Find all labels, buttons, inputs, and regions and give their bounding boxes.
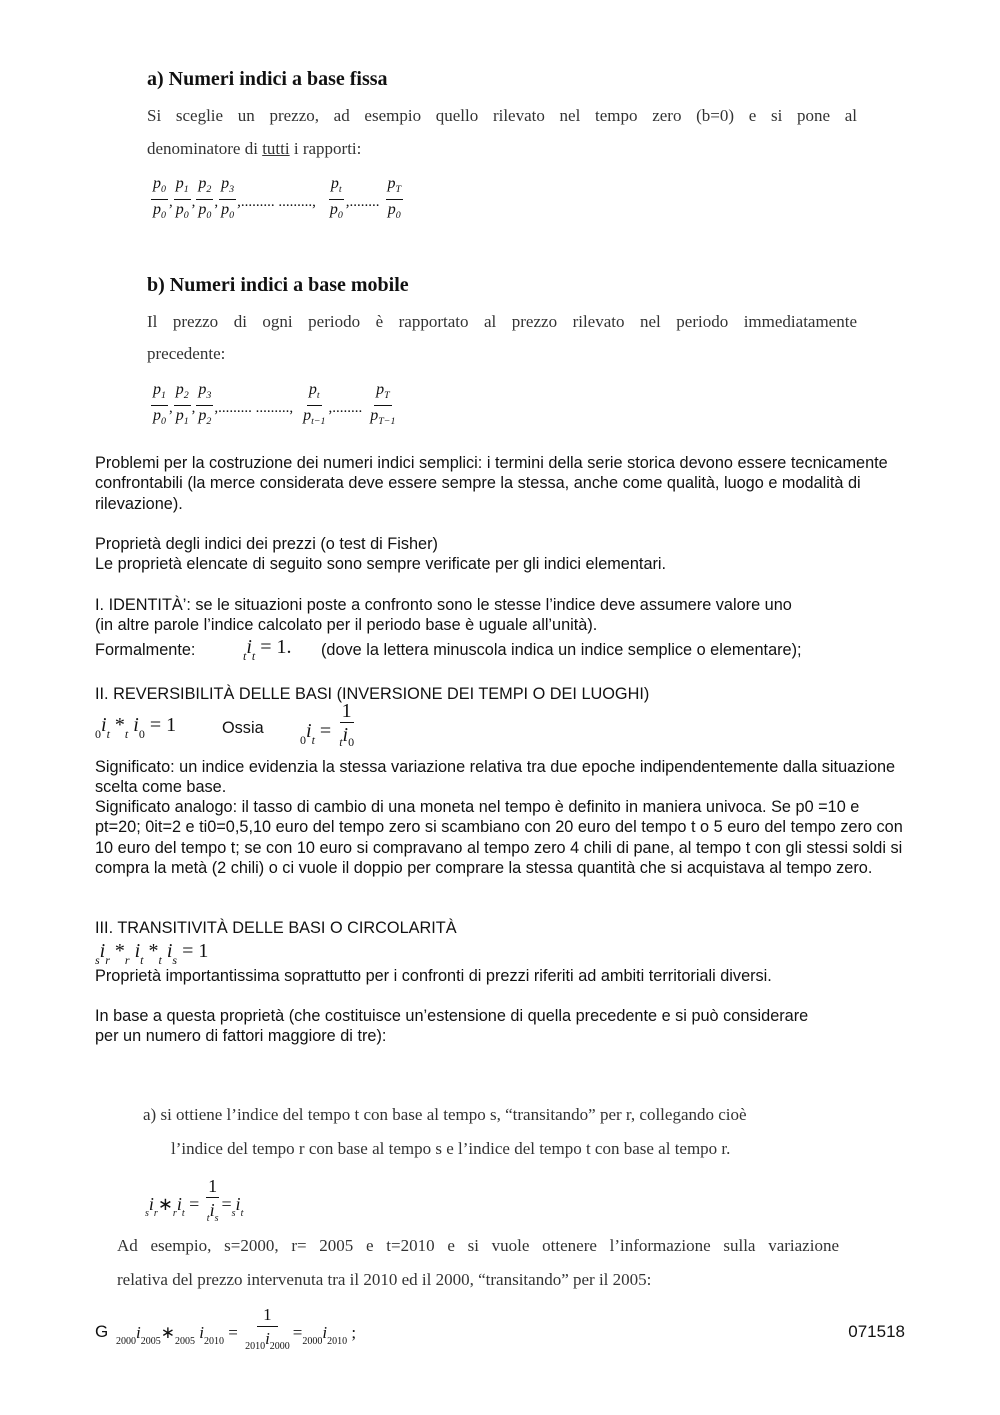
transit-formula: $_si_r∗_ri_t$ = 1 $_ti_s$ $=_si_t$ [145, 1176, 244, 1224]
paragraph-importance: Proprietà importantissima soprattutto per i confronti di prezzi riferiti ad ambiti territoriali diversi. [95, 967, 772, 985]
transitivity-formula: $_si_r$ $*_r$ $i_t$ $*_t$ $i_s = 1$ [95, 940, 209, 967]
section-c-item-a-line-1: a) si ottiene l’indice del tempo t con base al tempo s, “transitando” per r, collegando cioè [143, 1105, 747, 1124]
paragraph-meaning-analog: Significato analogo: il tasso di cambio di una moneta nel tempo è definito in maniera univoca. Se p0 =10 e pt=20; 0it=2 e ti0=0,5,10 euro del tempo zero si scambiano con 20 euro del tempo t o 5 euro del tempo zero con 10 euro del tempo t; se con 10 euro si compravano al tempo zero 4 chili di pane, al tempo t con gli stessi soldi si compra la metà (2 chili) o ci vuole il doppio per comprare la stessa quantità che si acquistava al tempo zero. [95, 798, 903, 877]
reversibility-formula-alt: $_0i_t$ = $\frac{1}{_ti_0}$ [300, 700, 355, 749]
identity-formula: $_ti_t = 1$. [243, 636, 292, 663]
formalmente-label: Formalmente: [95, 641, 196, 659]
fixed-base-formula: $p_0$ $p_0$ , $p_1$ $p_0$ , $p_2$ $p_0$ , $p_3$ $p_0$ ,......... ........., $p_t$ $p_0$ ,........ $p_T$ $p_0$ [153, 175, 402, 221]
section-a-title: a) Numeri indici a base fissa [147, 68, 388, 90]
identity-note: (dove la lettera minuscola indica un indice semplice o elementare); [321, 641, 802, 659]
example-line-2: relativa del prezzo intervenuta tra il 2010 ed il 2000, “transitando” per il 2005: [117, 1270, 652, 1289]
paragraph-problems: Problemi per la costruzione dei numeri indici semplici: i termini della serie storica devono essere tecnicamente confrontabili (la merce considerata deve essere sempre la stessa, anche come qualità, luogo e modalità di rilevazione). [95, 454, 888, 513]
identity-line-2: (in altre parole l’indice calcolato per il periodo base è uguale all’unità). [95, 616, 598, 634]
example-line-1: Ad esempio, s=2000, r= 2005 e t=2010 e si vuole ottenere l’informazione sulla variazione [117, 1236, 839, 1255]
identity-line-1: I. IDENTITÀ’: se le situazioni poste a confronto sono le stesse l’indice deve assumere valore uno [95, 596, 792, 614]
example-formula: $_{2000}i_{2005}∗_{2005}$ $i_{2010}$ = $\frac{1}{_{2010}i_{2000}}$ $=_{2000}i_{2010}$ ; [116, 1305, 357, 1352]
section-b-text-2: precedente: [147, 344, 226, 363]
reversibility-title: II. REVERSIBILITÀ DELLE BASI (INVERSIONE DEI TEMPI O DEI LUOGHI) [95, 685, 650, 703]
paragraph-extension: In base a questa proprietà (che costituisce un’estensione di quella precedente e si può considerare per un numero di fattori maggiore di tre): [95, 1007, 809, 1046]
moving-base-formula: $p_1$ $p_0$ , $p_2$ $p_1$ , $p_3$ $p_2$ ,......... ........., $p_t$ $p_{t-1}$ ,........ $p_T$ $p_{T-1}$ [153, 381, 396, 427]
footer-page-code: 071518 [848, 1322, 905, 1341]
section-a-text-2: denominatore di tutti i rapporti: [147, 139, 362, 158]
paragraph-meaning: Significato: un indice evidenzia la stessa variazione relativa tra due epoche indipendentemente dalla situazione scelta come base. [95, 758, 896, 797]
section-a-text-1: Si sceglie un prezzo, ad esempio quello rilevato nel tempo zero (b=0) e si pone al [147, 106, 857, 125]
section-c-item-a-line-2: l’indice del tempo r con base al tempo s e l’indice del tempo t con base al tempo r. [171, 1139, 731, 1158]
transitivity-title: III. TRANSITIVITÀ DELLE BASI O CIRCOLARITÀ [95, 919, 457, 937]
paragraph-fisher-desc: Le proprietà elencate di seguito sono sempre verificate per gli indici elementari. [95, 555, 667, 573]
underlined-word: tutti [262, 139, 290, 158]
ossia-label: Ossia [222, 719, 264, 737]
reversibility-formula: $_0i_t$ $*_t$ $i_0 = 1$ [95, 714, 177, 741]
section-b-title: b) Numeri indici a base mobile [147, 274, 409, 296]
footer-left: G [95, 1322, 109, 1341]
section-b-text-1: Il prezzo di ogni periodo è rapportato al prezzo rilevato nel periodo immediatamente [147, 312, 857, 331]
paragraph-fisher-title: Proprietà degli indici dei prezzi (o test di Fisher) [95, 535, 438, 553]
